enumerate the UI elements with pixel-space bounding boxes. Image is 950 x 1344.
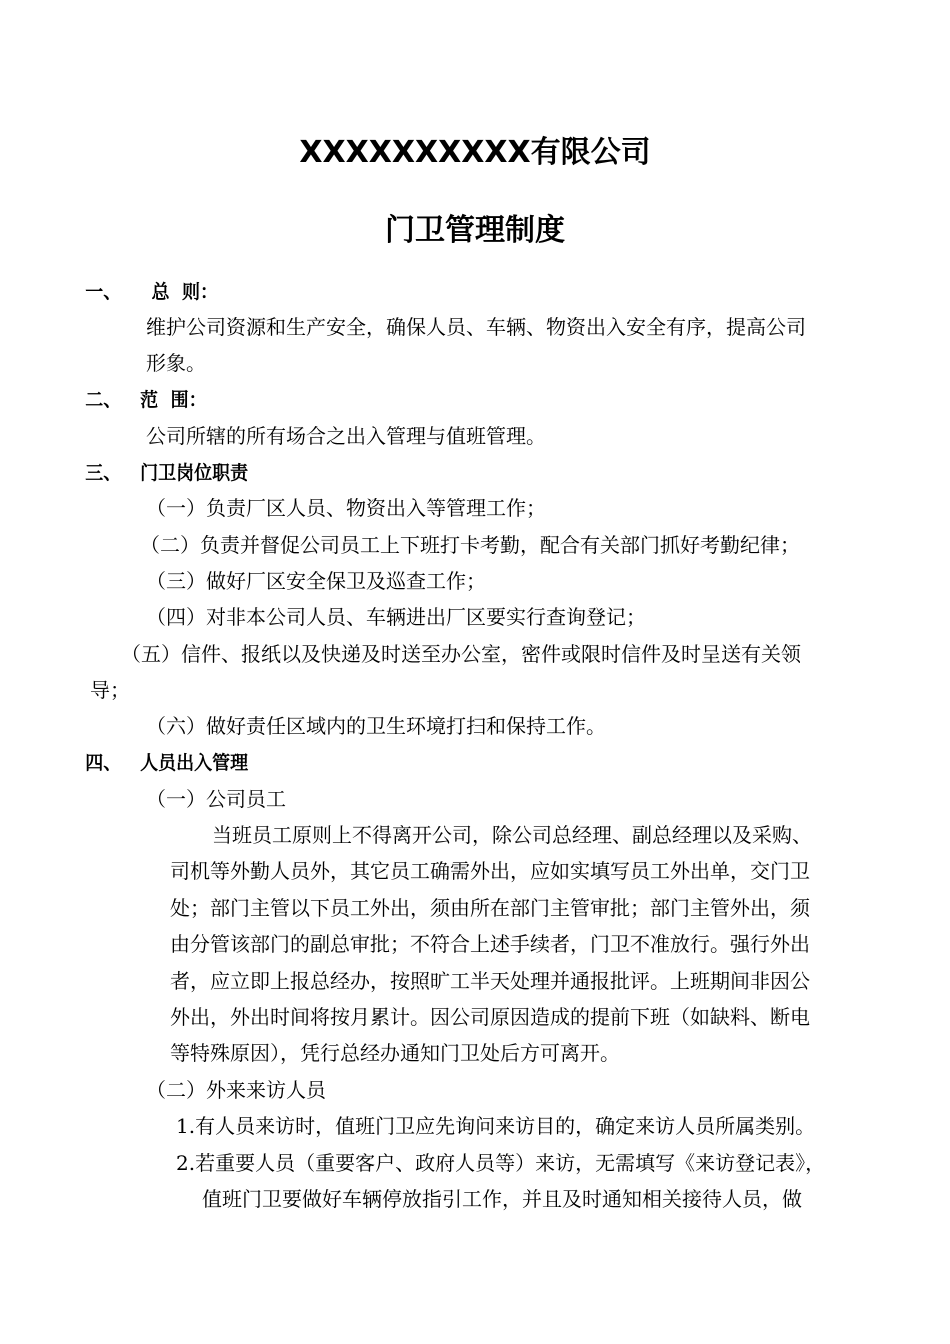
paragraph-line: 公司所辖的所有场合之出入管理与值班管理。 [146, 424, 546, 448]
numbered-item: 1.有人员来访时，值班门卫应先询问来访目的，确定来访人员所属类别。 [176, 1114, 816, 1138]
section-number: 三、 [85, 462, 122, 484]
list-item: （六）做好责任区域内的卫生环境打扫和保持工作。 [146, 714, 606, 738]
section-number: 四、 [85, 752, 122, 774]
company-title: XXXXXXXXXX有限公司 [299, 135, 651, 170]
section-heading: 总 则： [151, 281, 219, 303]
section-heading: 人员出入管理 [140, 752, 249, 774]
paragraph-line: 等特殊原因），凭行总经办通知门卫处后方可离开。 [170, 1041, 620, 1065]
paragraph-line: 由分管该部门的副总审批；不符合上述手续者，门卫不准放行。强行外出 [170, 932, 810, 956]
subsection-heading: （一）公司员工 [146, 787, 286, 811]
section-heading: 范 围： [140, 389, 207, 411]
paragraph-line: 维护公司资源和生产安全，确保人员、车辆、物资出入安全有序，提高公司 [146, 315, 806, 339]
numbered-item-continuation: 值班门卫要做好车辆停放指引工作，并且及时通知相关接待人员，做 [202, 1187, 802, 1211]
subsection-heading: （二）外来来访人员 [146, 1078, 326, 1102]
paragraph-line: 形象。 [146, 351, 206, 375]
section-heading: 门卫岗位职责 [140, 462, 249, 484]
paragraph-line: 处；部门主管以下员工外出，须由所在部门主管审批；部门主管外出，须 [170, 896, 810, 920]
numbered-item: 2.若重要人员（重要客户、政府人员等）来访，无需填写《来访登记表》， [176, 1151, 826, 1175]
list-item: （一）负责厂区人员、物资出入等管理工作； [146, 496, 546, 520]
list-item: （四）对非本公司人员、车辆进出厂区要实行查询登记； [146, 605, 646, 629]
list-item: （五）信件、报纸以及快递及时送至办公室，密件或限时信件及时呈送有关领 [121, 642, 801, 666]
list-item: （二）负责并督促公司员工上下班打卡考勤，配合有关部门抓好考勤纪律； [140, 533, 800, 557]
section-number: 一、 [85, 281, 122, 303]
paragraph-line: 司机等外勤人员外，其它员工确需外出，应如实填写员工外出单，交门卫 [170, 859, 810, 883]
document-title: 门卫管理制度 [385, 213, 565, 248]
section-number: 二、 [85, 389, 122, 411]
paragraph-line: 外出，外出时间将按月累计。因公司原因造成的提前下班（如缺料、断电 [170, 1005, 810, 1029]
list-item-continuation: 导； [90, 678, 130, 702]
paragraph-line: 当班员工原则上不得离开公司，除公司总经理、副总经理以及采购、 [212, 823, 812, 847]
paragraph-line: 者，应立即上报总经办，按照旷工半天处理并通报批评。上班期间非因公 [170, 969, 810, 993]
list-item: （三）做好厂区安全保卫及巡查工作； [146, 569, 486, 593]
